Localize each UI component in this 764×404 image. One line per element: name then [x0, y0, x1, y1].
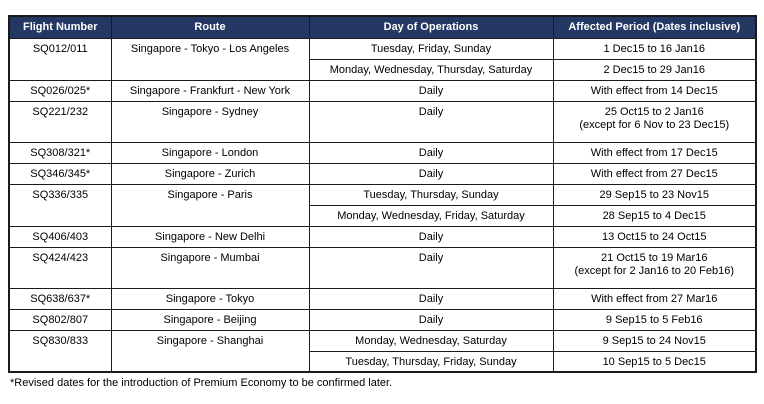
- flight-number-cell: SQ802/807: [9, 309, 111, 330]
- table-row: [9, 38, 756, 59]
- column-header: Day of Operations: [309, 16, 553, 38]
- affected-period-cell: [553, 80, 756, 101]
- flight-number-cell: SQ406/403: [9, 226, 111, 247]
- column-header: Flight Number: [9, 16, 111, 38]
- affected-period-cell: [553, 184, 756, 205]
- affected-period-line: (except for 2 Jan16 to 20 Feb16): [574, 264, 735, 277]
- affected-period-line: 28 Sep15 to 4 Dec15: [602, 209, 706, 222]
- affected-period-cell: [553, 142, 756, 163]
- route-cell: Singapore - Tokyo: [111, 288, 309, 309]
- table-row: [9, 288, 756, 309]
- day-of-operations-cell: Daily: [309, 309, 553, 330]
- day-of-operations-cell: Tuesday, Friday, Sunday: [309, 38, 553, 59]
- flight-number-cell: SQ026/025*: [9, 80, 111, 101]
- table-row: [9, 226, 756, 247]
- day-of-operations-cell: Daily: [309, 226, 553, 247]
- day-of-operations-cell: Tuesday, Thursday, Friday, Sunday: [309, 351, 553, 372]
- table-row: [9, 101, 756, 142]
- table-row: [9, 309, 756, 330]
- flight-number-cell: SQ424/423: [9, 247, 111, 288]
- route-cell: Singapore - Beijing: [111, 309, 309, 330]
- day-of-operations-cell: Monday, Wednesday, Friday, Saturday: [309, 205, 553, 226]
- flight-number-cell: SQ830/833: [9, 330, 111, 372]
- table-row: [9, 247, 756, 288]
- affected-period-line: 1 Dec15 to 16 Jan16: [603, 42, 706, 55]
- table-row: [9, 163, 756, 184]
- footnote: *Revised dates for the introduction of Premium Economy to be confirmed later.: [10, 377, 393, 389]
- table-body: [9, 38, 756, 372]
- affected-period-line: 9 Sep15 to 24 Nov15: [602, 334, 706, 347]
- affected-period-cell: [553, 309, 756, 330]
- route-cell: Singapore - New Delhi: [111, 226, 309, 247]
- affected-period-cell: [553, 163, 756, 184]
- table-row: [9, 184, 756, 205]
- day-of-operations-cell: Monday, Wednesday, Saturday: [309, 330, 553, 351]
- column-header: Route: [111, 16, 309, 38]
- day-of-operations-cell: Daily: [309, 80, 553, 101]
- table-header: [9, 16, 756, 38]
- flight-number-cell: SQ308/321*: [9, 142, 111, 163]
- table-header-row: [9, 16, 756, 38]
- affected-period-line: With effect from 27 Dec15: [590, 167, 718, 180]
- table-row: [9, 80, 756, 101]
- flight-number-cell: SQ638/637*: [9, 288, 111, 309]
- affected-period-cell: [553, 351, 756, 372]
- day-of-operations-cell: Monday, Wednesday, Thursday, Saturday: [309, 59, 553, 80]
- affected-period-cell: [553, 330, 756, 351]
- affected-period-cell: [553, 288, 756, 309]
- affected-period-line: 21 Oct15 to 19 Mar16: [601, 251, 708, 264]
- affected-period-cell: [553, 101, 756, 142]
- day-of-operations-cell: Daily: [309, 247, 553, 288]
- day-of-operations-cell: Daily: [309, 163, 553, 184]
- route-cell: Singapore - Frankfurt - New York: [111, 80, 309, 101]
- affected-period-line: 2 Dec15 to 29 Jan16: [603, 63, 706, 76]
- route-cell: Singapore - Paris: [111, 184, 309, 226]
- affected-period-cell: [553, 38, 756, 59]
- route-cell: Singapore - Shanghai: [111, 330, 309, 372]
- flight-number-cell: SQ336/335: [9, 184, 111, 226]
- affected-period-cell: [553, 205, 756, 226]
- day-of-operations-cell: Daily: [309, 142, 553, 163]
- affected-period-line: With effect from 14 Dec15: [590, 84, 718, 97]
- table-row: [9, 142, 756, 163]
- route-cell: Singapore - Mumbai: [111, 247, 309, 288]
- route-cell: Singapore - Zurich: [111, 163, 309, 184]
- table-row: [9, 330, 756, 351]
- affected-period-line: 29 Sep15 to 23 Nov15: [599, 188, 709, 201]
- affected-period-cell: [553, 226, 756, 247]
- column-header: Affected Period (Dates inclusive): [553, 16, 756, 38]
- route-cell: Singapore - Sydney: [111, 101, 309, 142]
- affected-period-line: With effect from 27 Mar16: [591, 292, 718, 305]
- flight-number-cell: SQ012/011: [9, 38, 111, 80]
- affected-period-line: 13 Oct15 to 24 Oct15: [601, 230, 707, 243]
- affected-period-line: (except for 6 Nov to 23 Dec15): [579, 118, 730, 131]
- affected-period-cell: [553, 59, 756, 80]
- day-of-operations-cell: Daily: [309, 288, 553, 309]
- day-of-operations-cell: Daily: [309, 101, 553, 142]
- affected-period-line: 10 Sep15 to 5 Dec15: [602, 355, 706, 368]
- affected-period-line: 25 Oct15 to 2 Jan16: [604, 105, 704, 118]
- flight-schedule-table: [8, 15, 757, 373]
- affected-period-cell: [553, 247, 756, 288]
- flight-number-cell: SQ221/232: [9, 101, 111, 142]
- flight-number-cell: SQ346/345*: [9, 163, 111, 184]
- affected-period-line: 9 Sep15 to 5 Feb16: [605, 313, 703, 326]
- day-of-operations-cell: Tuesday, Thursday, Sunday: [309, 184, 553, 205]
- route-cell: Singapore - London: [111, 142, 309, 163]
- flight-schedule-table-wrap: [8, 15, 757, 373]
- route-cell: Singapore - Tokyo - Los Angeles: [111, 38, 309, 80]
- affected-period-line: With effect from 17 Dec15: [590, 146, 718, 159]
